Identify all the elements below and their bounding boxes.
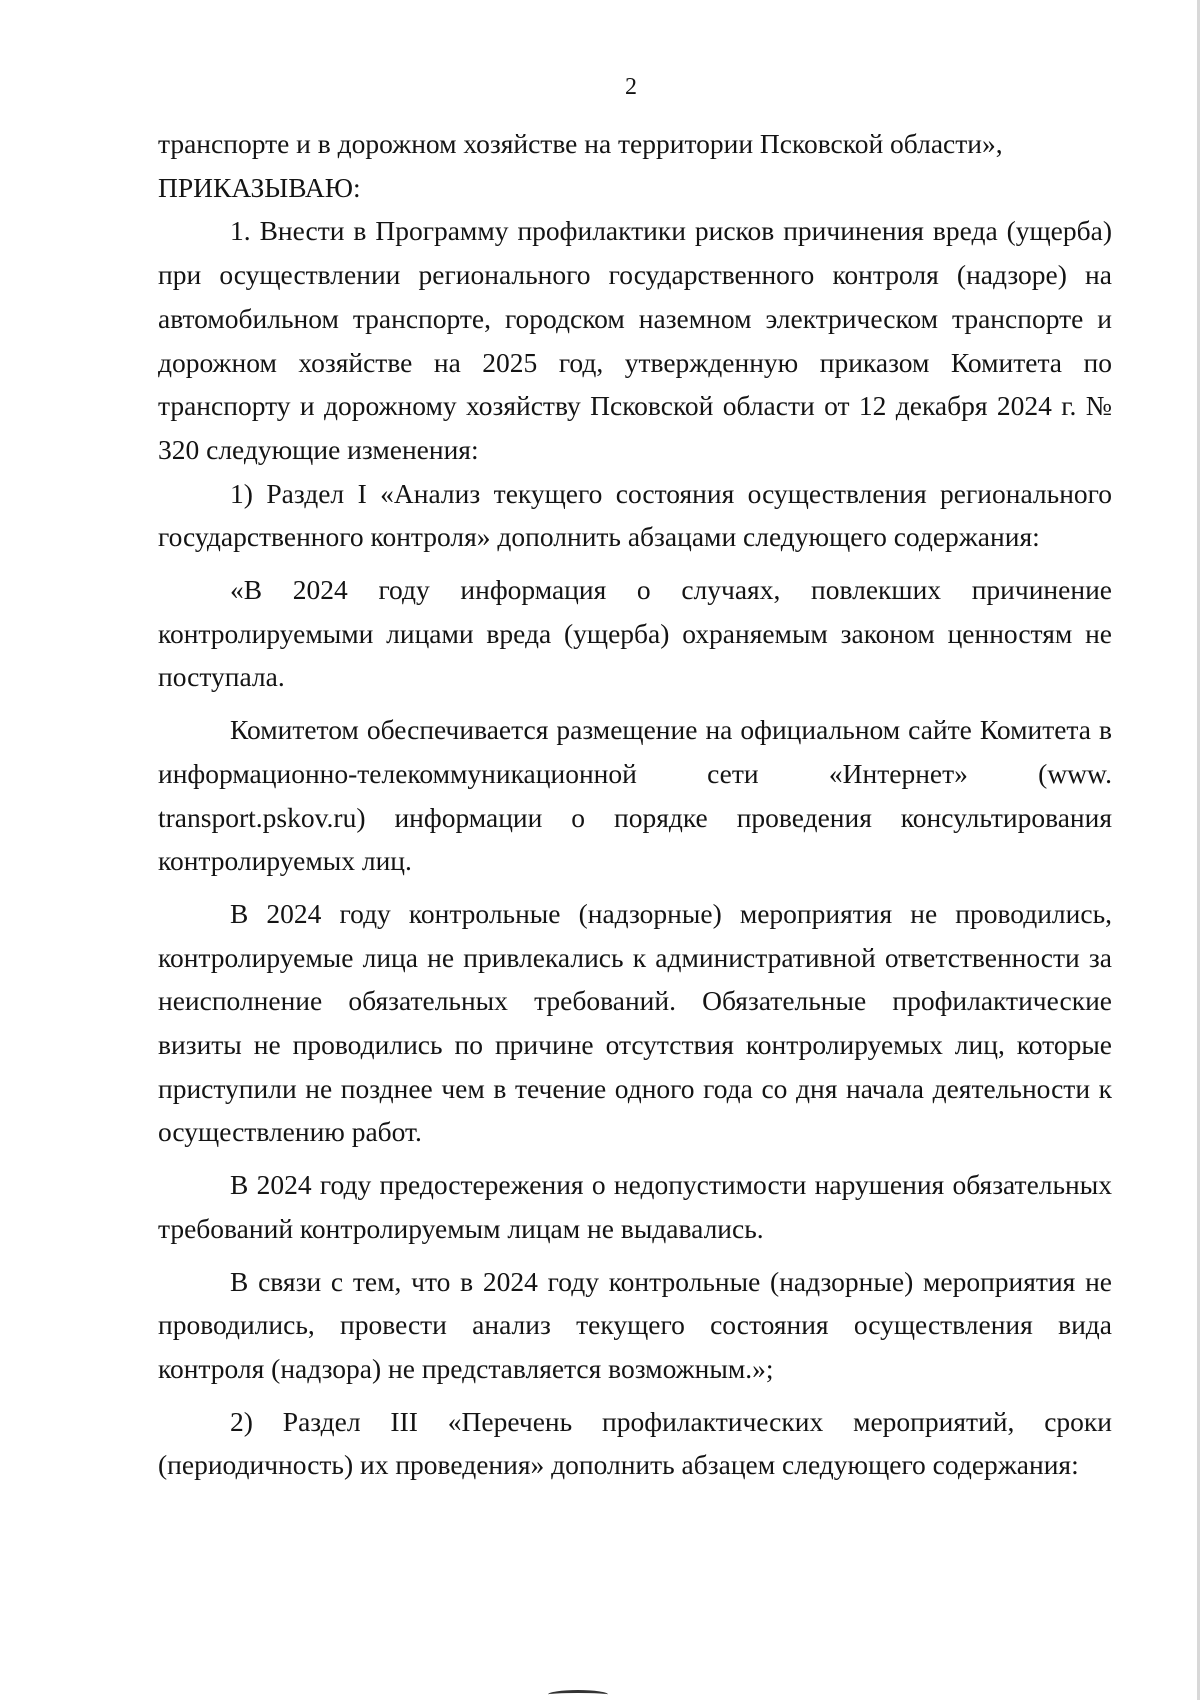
paragraph-subitem-2: 2) Раздел III «Перечень профилактических мероприятий, сроки (периодичность) их проведения» дополнить абзацем следующего содержания:: [158, 1405, 1112, 1481]
paragraph-quote-5: В связи с тем, что в 2024 году контрольные (надзорные) мероприятия не проводились, провести анализ текущего состояния осуществления вида контроля (надзора) не представляется возможным.»;: [158, 1265, 1112, 1384]
paragraph-quote-3: В 2024 году контрольные (надзорные) мероприятия не проводились, контролируемые лица не привлекались к административной ответственности за неисполнение обязательных требований. Обязательные профилактические визиты не проводились по причине отсутствия контролируемых лиц, которые приступили не позднее чем в течение одного года со дня начала деятельности к осуществлению работ.: [158, 897, 1112, 1148]
paragraph-preamble-end: транспорте и в дорожном хозяйстве на территории Псковской области»,: [158, 128, 1003, 159]
paragraph-quote-4: В 2024 году предостережения о недопустимости нарушения обязательных требований контролируемым лицам не выдавались.: [158, 1169, 1112, 1244]
paragraph-item-1: 1. Внести в Программу профилактики рисков причинения вреда (ущерба) при осуществлении регионального государственного контроля (надзоре) на автомобильном транспорте, городском наземном электрическом транспорте и дорожном хозяйстве на 2025 год, утвержденную приказом Комитета по транспорту и дорожному хозяйству Псковской области от 12 декабря 2024 г. № 320 следующие изменения:: [158, 215, 1112, 465]
paragraph-subitem-1: 1) Раздел I «Анализ текущего состояния осуществления регионального государственного контроля» дополнить абзацами следующего содержания:: [158, 477, 1112, 553]
paragraph-quote-2: Комитетом обеспечивается размещение на официальном сайте Комитета в информационно-телекоммуникационной сети «Интернет» (www. transport.pskov.ru) информации о порядке проведения консультирования контролируемых лиц.: [158, 714, 1112, 877]
paragraph-quote-1: «В 2024 году информация о случаях, повлекших причинение контролируемыми лицами вреда (ущерба) охраняемым законом ценностям не поступала.: [158, 574, 1112, 693]
scan-bottom-mark: [548, 1690, 608, 1699]
document-body: [158, 122, 1112, 1487]
page-number: 2: [625, 74, 637, 100]
paragraph-order-word: ПРИКАЗЫВАЮ:: [158, 171, 361, 203]
